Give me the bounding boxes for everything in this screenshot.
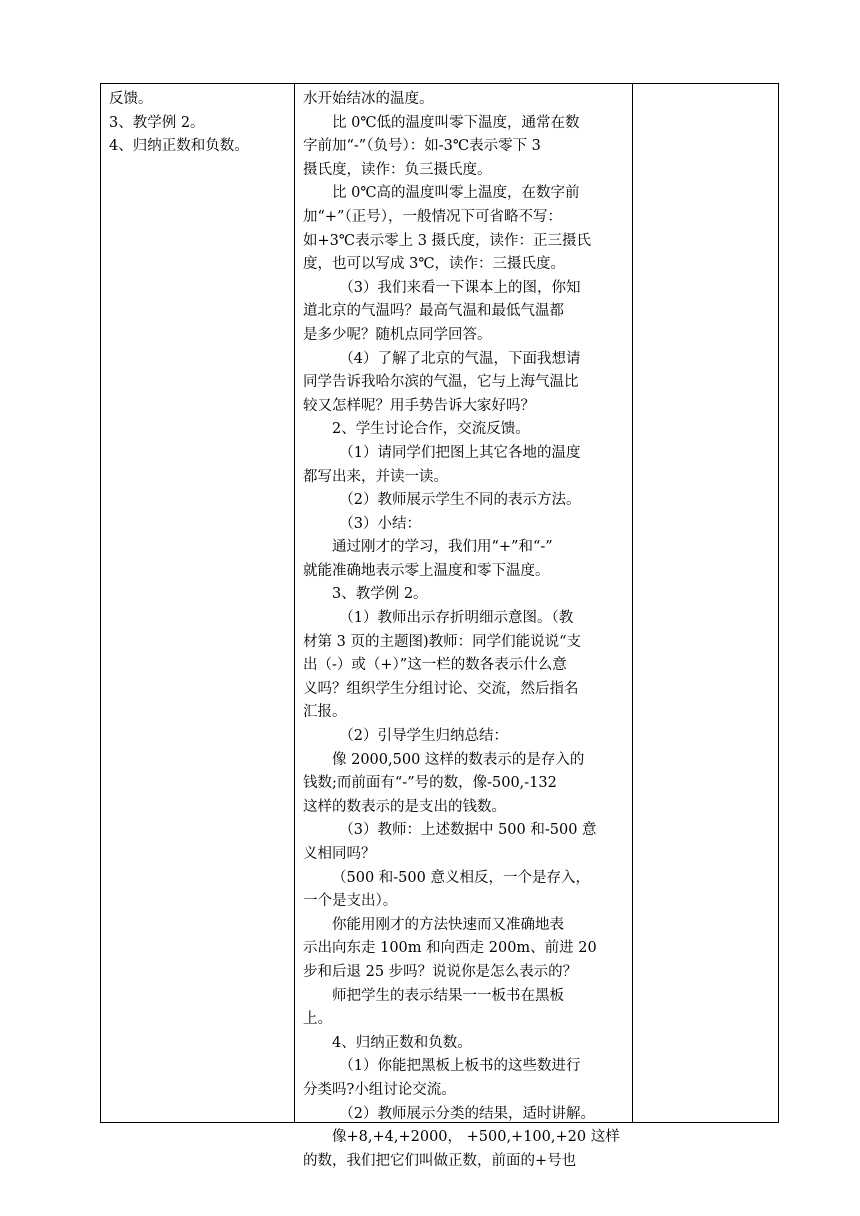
paragraph-line: 通过刚才的学习，我们用“+”和“-”: [332, 539, 553, 556]
paragraph-line: 一个是支出）。: [303, 893, 398, 910]
paragraph-line: （1）请同学们把图上其它各地的温度: [339, 444, 581, 461]
paragraph-line: 分类吗?小组讨论交流。: [303, 1081, 456, 1098]
teaching-process-column: [303, 88, 628, 1173]
paragraph-line: 的数，我们把它们叫做正数，前面的+号也: [303, 1152, 577, 1169]
paragraph-line: 义吗？组织学生分组讨论、交流，然后指名: [303, 680, 579, 697]
notes-column: [637, 84, 775, 1122]
summary-line: 3、教学例 2。: [109, 114, 205, 131]
paragraph-line: 3、教学例 2。: [332, 586, 428, 603]
paragraph-line: （4）了解了北京的气温，下面我想请: [339, 350, 581, 367]
paragraph-line: 比 0℃高的温度叫零上温度，在数字前: [332, 185, 580, 202]
paragraph-line: 同学告诉我哈尔滨的气温，它与上海气温比: [303, 374, 579, 391]
column-divider-1: [294, 84, 295, 1122]
paragraph-line: 加“+”（正号），一般情况下可省略不写：: [303, 208, 562, 225]
paragraph-line: 像+8,+4,+2000， +500,+100,+20 这样: [332, 1129, 620, 1146]
paragraph-line: 如+3℃表示零上 3 摄氏度，读作：正三摄氏: [303, 232, 592, 249]
paragraph-line: 材第 3 页的主题图)教师：同学们能说说“支: [303, 633, 582, 650]
paragraph-line: （2）引导学生归纳总结：: [339, 728, 508, 745]
paragraph-line: 都写出来，并读一读。: [303, 468, 448, 485]
paragraph-line: 示出向东走 100m 和向西走 200m、前进 20: [303, 940, 597, 957]
paragraph-line: （500 和-500 意义相反，一个是存入，: [332, 869, 590, 886]
paragraph-line: 上。: [303, 1011, 332, 1028]
paragraph-line: 较又怎样呢？用手势告诉大家好吗？: [303, 397, 535, 414]
paragraph-line: （1）教师出示存折明细示意图。（教: [339, 610, 574, 627]
lesson-plan-table: [100, 83, 779, 1169]
paragraph-line: 摄氏度，读作：负三摄氏度。: [303, 161, 492, 178]
paragraph-line: 你能用刚才的方法快速而又准确地表: [332, 916, 564, 933]
paragraph-line: （2）教师展示学生不同的表示方法。: [339, 492, 581, 509]
paragraph-line: 这样的数表示的是支出的钱数。: [303, 798, 506, 815]
paragraph-line: （1）你能把黑板上板书的这些数进行: [339, 1058, 581, 1075]
paragraph-line: 义相同吗？: [303, 846, 376, 862]
paragraph-line: 就能准确地表示零上温度和零下温度。: [303, 562, 550, 579]
paragraph-line: 师把学生的表示结果一一板书在黑板: [332, 987, 564, 1004]
paragraph-line: 道北京的气温吗？最高气温和最低气温都: [303, 303, 564, 320]
paragraph-line: 水开始结冰的温度。: [303, 91, 434, 107]
paragraph-line: 是多少呢？随机点同学回答。: [303, 326, 492, 343]
paragraph-line: 度，也可以写成 3℃，读作：三摄氏度。: [303, 256, 566, 273]
paragraph-line: 2、学生讨论合作，交流反馈。: [332, 421, 530, 438]
paragraph-line: 字前加“-”（负号）：如-3℃表示零下 3: [303, 138, 541, 155]
summary-line: 4、归纳正数和负数。: [109, 138, 249, 155]
paragraph-line: 步和后退 25 步吗？说说你是怎么表示的？: [303, 963, 578, 980]
paragraph-line: 汇报。: [303, 704, 347, 721]
column-divider-2: [632, 84, 633, 1122]
summary-line: 反馈。: [109, 91, 153, 107]
paragraph-line: （3）我们来看一下课本上的图，你知: [339, 279, 581, 296]
paragraph-line: 出（-）或（+）”这一栏的数各表示什么意: [303, 657, 567, 674]
paragraph-line: （2）教师展示分类的结果，适时讲解。: [339, 1105, 595, 1122]
paragraph-line: 4、归纳正数和负数。: [332, 1034, 472, 1051]
paragraph-line: 比 0℃低的温度叫零下温度，通常在数: [332, 114, 580, 131]
paragraph-line: （3）教师：上述数据中 500 和-500 意: [339, 822, 597, 839]
paragraph-line: （3）小结：: [339, 515, 421, 532]
activity-summary-column: [109, 88, 294, 159]
paragraph-line: 钱数;而前面有“-”号的数，像-500,-132: [303, 775, 557, 792]
paragraph-line: 像 2000,500 这样的数表示的是存入的: [332, 751, 585, 768]
